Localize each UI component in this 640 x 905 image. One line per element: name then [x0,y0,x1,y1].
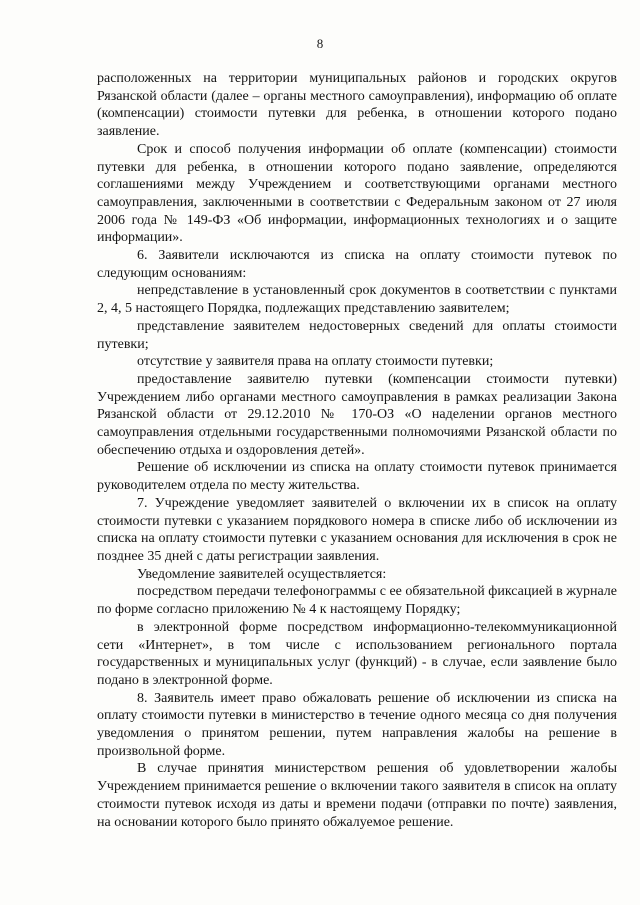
paragraph-appeal-satisfied: В случае принятия министерством решения об удовлетворении жалобы Учреждением принимается решение о включении такого заявителя в список на оплату стоимости путевок исходя из даты и времени подачи (отправки по почте) заявления, на основании которого было принято обжалуемое решение. [97,761,617,830]
paragraph-exclusion-decision: Решение об исключении из списка на оплату стоимости путевок принимается руководителем отдела по месту жительства. [97,460,617,494]
paragraph-ground-no-right: отсутствие у заявителя права на оплату стоимости путевки; [137,354,494,370]
paragraph-continuation: расположенных на территории муниципальных районов и городских округов Рязанской области (далее – органы местного самоуправления), информацию об оплате (компенсации) стоимости путевки для ребенка, в отношении которого подано заявление. [97,71,617,140]
paragraph-ground-false-info: представление заявителем недостоверных сведений для оплаты стоимости путевки; [97,318,617,352]
document-body [97,70,617,831]
paragraph-ground-already-provided: предоставление заявителю путевки (компенсации стоимости путевки) Учреждением либо органами местного самоуправления в рамках реализации Закона Рязанской области от 29.12.2010 № 170-ОЗ «О наделении органов местного самоуправления отдельными государственными полномочиями Рязанской области по обеспечению отдыха и оздоровления детей». [97,371,617,458]
paragraph-section-6: 6. Заявители исключаются из списка на оплату стоимости путевок по следующим основаниям: [97,248,617,281]
paragraph-ground-nonsubmission: непредставление в установленный срок документов в соответствии с пунктами 2, 4, 5 настоящего Порядка, подлежащих представлению заявителем; [97,283,617,317]
paragraph-notification-internet: в электронной форме посредством информационно-телекоммуникационной сети «Интернет», в том числе с использованием регионального портала государственных и муниципальных услуг (функций) - в случае, если заявление было подано в электронной форме. [97,619,617,688]
paragraph-section-7: 7. Учреждение уведомляет заявителей о включении их в список на оплату стоимости путевки с указанием порядкового номера в списке либо об исключении из списка на оплату стоимости путевки с указанием основания для исключения в срок не позднее 35 дней с даты регистрации заявления. [97,495,617,564]
page-number: 8 [316,36,324,51]
paragraph-notification-phone: посредством передачи телефонограммы с ее обязательной фиксацией в журнале по форме согласно приложению № 4 к настоящему Порядку; [97,584,617,618]
paragraph-notification-heading: Уведомление заявителей осуществляется: [137,566,387,582]
paragraph-section-8: 8. Заявитель имеет право обжаловать решение об исключении из списка на оплату стоимости путевки в министерство в течение одного месяца со дня получения уведомления о принятом решении, путем направления жалобы на решение в произвольной форме. [97,690,617,759]
paragraph-info-terms: Срок и способ получения информации об оплате (компенсации) стоимости путевки для ребенка, в отношении которого подано заявление, определяются соглашениями между Учреждением и соответствующими органами местного самоуправления, заключенными в соответствии с Федеральным законом от 27 июля 2006 года № 149-ФЗ «Об информации, информационных технологиях и о защите информации». [97,141,617,246]
